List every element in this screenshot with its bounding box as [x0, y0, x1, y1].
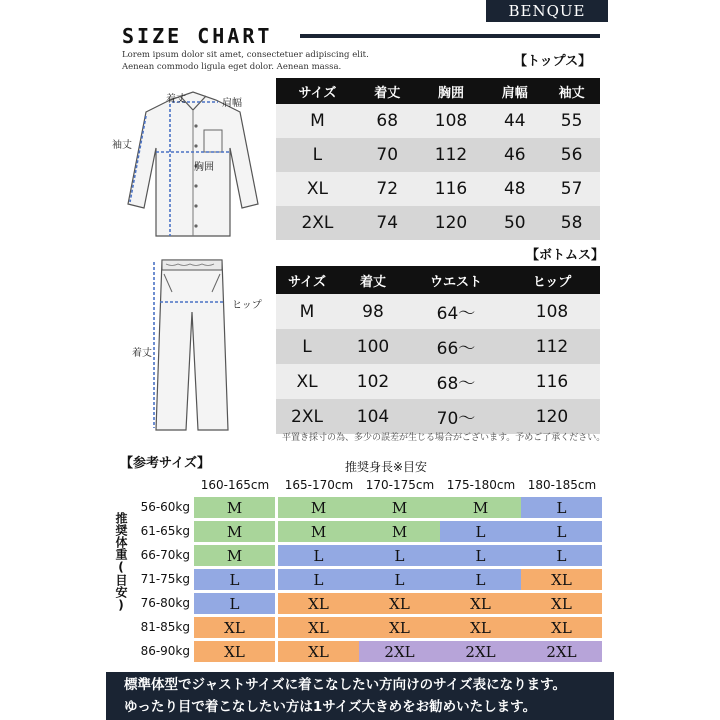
size-cell: XL: [359, 593, 440, 614]
tops-cell: 120: [416, 206, 487, 240]
table-row: [276, 329, 600, 364]
tops-cell: 44: [486, 104, 543, 138]
shirt-illustration: [118, 86, 268, 246]
size-cell: L: [194, 569, 275, 590]
size-cell: L: [440, 569, 521, 590]
reference-title: 【参考サイズ】: [120, 456, 210, 471]
size-cell: L: [278, 569, 359, 590]
table-row: [276, 206, 600, 240]
tops-cell: 74: [359, 206, 416, 240]
pants-length-label: 着丈: [132, 348, 152, 359]
shirt-sleeve-label: 袖丈: [112, 140, 132, 151]
height-column-label: 180-185cm: [527, 478, 597, 492]
bottoms-cell: 70〜: [408, 399, 504, 434]
bottoms-cell: 104: [338, 399, 408, 434]
tops-cell: M: [276, 104, 359, 138]
size-cell: XL: [278, 617, 359, 638]
weight-row-label: 86-90kg: [140, 644, 190, 658]
bottoms-cell: 2XL: [276, 399, 338, 434]
table-row: [276, 172, 600, 206]
size-cell: M: [278, 521, 359, 542]
table-row: [276, 399, 600, 434]
bottoms-table: [276, 266, 600, 434]
size-cell: XL: [521, 593, 602, 614]
bottoms-cell: 116: [504, 364, 600, 399]
shirt-length-label: 着丈: [166, 94, 186, 105]
bottoms-cell: L: [276, 329, 338, 364]
tops-header-size: サイズ: [276, 78, 359, 104]
banner-line-2: ゆったり目で着こなしたい方は1サイズ大きめをお勧めいたします。: [124, 699, 537, 715]
size-cell: L: [521, 521, 602, 542]
tops-cell: 116: [416, 172, 487, 206]
size-cell: 2XL: [521, 641, 602, 662]
weight-row-label: 76-80kg: [140, 596, 190, 610]
weight-row-label: 71-75kg: [140, 572, 190, 586]
tops-cell: 72: [359, 172, 416, 206]
tops-cell: 108: [416, 104, 487, 138]
tops-label: 【トップス】: [514, 54, 592, 69]
bottoms-label: 【ボトムス】: [526, 248, 605, 263]
size-cell: XL: [440, 593, 521, 614]
tops-cell: 55: [543, 104, 600, 138]
size-cell: M: [359, 521, 440, 542]
bottoms-cell: 112: [504, 329, 600, 364]
tops-cell: 70: [359, 138, 416, 172]
tops-header-chest: 胸囲: [416, 78, 487, 104]
bottoms-cell: 108: [504, 294, 600, 329]
tops-cell: 57: [543, 172, 600, 206]
bottoms-cell: 66〜: [408, 329, 504, 364]
bottoms-cell: M: [276, 294, 338, 329]
size-cell: XL: [194, 641, 275, 662]
bottoms-header-size: サイズ: [276, 266, 338, 294]
size-cell: L: [278, 545, 359, 566]
size-cell: M: [194, 497, 275, 518]
lorem-line-1: Lorem ipsum dolor sit amet, consectetuer adipiscing elit.: [122, 50, 369, 60]
bottoms-header-hip: ヒップ: [504, 266, 600, 294]
tops-header-length: 着丈: [359, 78, 416, 104]
title-rule: [300, 34, 600, 38]
size-cell: XL: [359, 617, 440, 638]
lorem-line-2: Aenean commodo ligula eget dolor. Aenean massa.: [122, 62, 342, 72]
size-cell: XL: [440, 617, 521, 638]
tops-cell: XL: [276, 172, 359, 206]
shirt-chest-label: 胸囲: [194, 162, 214, 173]
size-cell: L: [440, 545, 521, 566]
bottoms-cell: 120: [504, 399, 600, 434]
height-header: 推奨身長※目安: [345, 460, 428, 474]
tops-cell: 48: [486, 172, 543, 206]
table-row: [276, 364, 600, 399]
height-column-label: 170-175cm: [365, 478, 435, 492]
weight-header: 推奨体重(目安): [114, 512, 128, 612]
size-cell: M: [440, 497, 521, 518]
size-cell: L: [521, 545, 602, 566]
size-cell: XL: [521, 569, 602, 590]
tops-cell: 50: [486, 206, 543, 240]
tops-header-shoulder: 肩幅: [486, 78, 543, 104]
tops-table: [276, 78, 600, 240]
size-cell: M: [194, 521, 275, 542]
weight-row-label: 66-70kg: [140, 548, 190, 562]
height-column-label: 175-180cm: [446, 478, 516, 492]
size-cell: L: [440, 521, 521, 542]
size-cell: XL: [521, 617, 602, 638]
table-row: [276, 104, 600, 138]
tops-cell: 2XL: [276, 206, 359, 240]
banner-line-1: 標準体型でジャストサイズに着こなしたい方向けのサイズ表になります。: [124, 677, 566, 693]
size-cell: 2XL: [359, 641, 440, 662]
tops-cell: 68: [359, 104, 416, 138]
size-cell: M: [359, 497, 440, 518]
bottoms-cell: 100: [338, 329, 408, 364]
tops-cell: 58: [543, 206, 600, 240]
size-cell: M: [278, 497, 359, 518]
tops-cell: L: [276, 138, 359, 172]
brand-logo: BENQUE: [486, 0, 608, 22]
size-cell: XL: [194, 617, 275, 638]
tops-cell: 56: [543, 138, 600, 172]
size-cell: L: [359, 569, 440, 590]
weight-row-label: 61-65kg: [140, 524, 190, 538]
bottoms-cell: XL: [276, 364, 338, 399]
tops-cell: 46: [486, 138, 543, 172]
size-cell: L: [194, 593, 275, 614]
size-cell: L: [359, 545, 440, 566]
bottoms-cell: 68〜: [408, 364, 504, 399]
page-title: SIZE CHART: [122, 24, 273, 48]
measurement-note: 平置き採寸の為、多少の誤差が生じる場合がございます。予めご了承ください。: [282, 433, 606, 443]
height-column-label: 165-170cm: [284, 478, 354, 492]
tops-cell: 112: [416, 138, 487, 172]
shirt-shoulder-label: 肩幅: [222, 98, 242, 109]
table-row: [276, 138, 600, 172]
pants-illustration: [146, 252, 238, 434]
size-cell: M: [194, 545, 275, 566]
size-cell: 2XL: [440, 641, 521, 662]
size-cell: L: [521, 497, 602, 518]
weight-row-label: 81-85kg: [140, 620, 190, 634]
pants-hip-label: ヒップ: [232, 300, 262, 311]
bottoms-cell: 64〜: [408, 294, 504, 329]
size-cell: XL: [278, 641, 359, 662]
bottoms-header-waist: ウエスト: [408, 266, 504, 294]
tops-header-sleeve: 袖丈: [543, 78, 600, 104]
bottoms-header-length: 着丈: [338, 266, 408, 294]
bottoms-cell: 102: [338, 364, 408, 399]
weight-row-label: 56-60kg: [140, 500, 190, 514]
table-row: [276, 294, 600, 329]
height-column-label: 160-165cm: [200, 478, 270, 492]
footer-banner: [106, 672, 614, 720]
bottoms-cell: 98: [338, 294, 408, 329]
size-cell: XL: [278, 593, 359, 614]
